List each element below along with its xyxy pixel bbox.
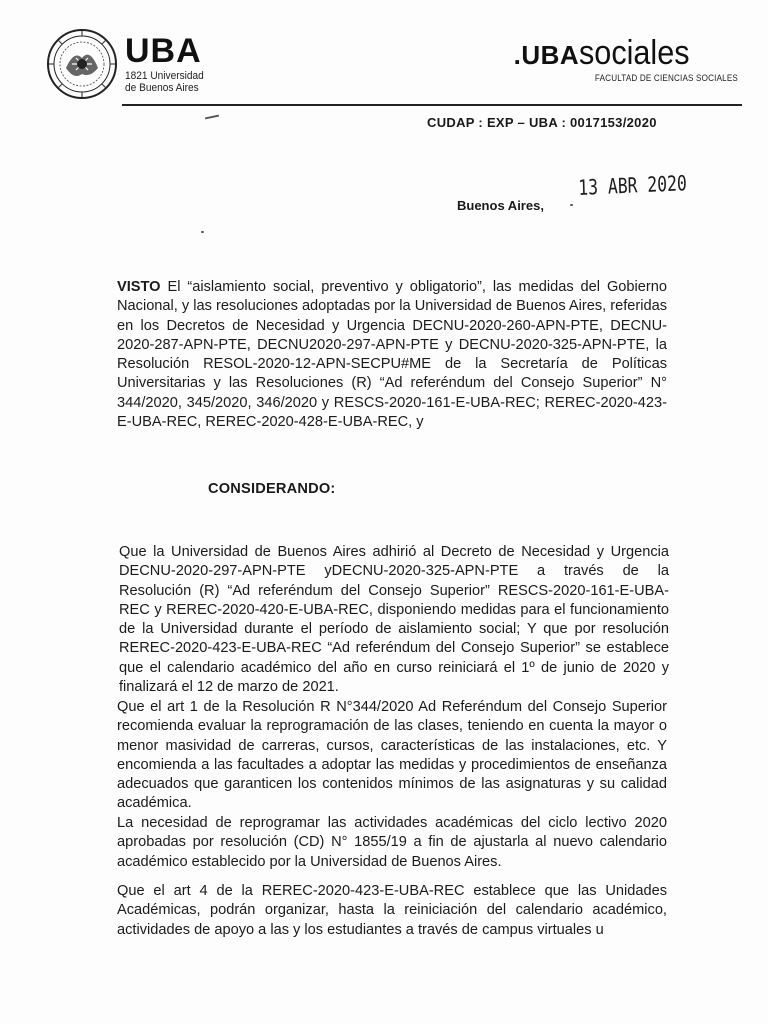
uba-subtitle-line1: 1821 Universidad xyxy=(125,70,204,82)
considerando-paragraph: Que el art 1 de la Resolución R N°344/2020 Ad Referéndum del Consejo Superior recomienda evaluar la reprogramación de las clases, teniendo en cuenta la mayor o menor masividad de carreras, cursos, características de las instalaciones, etc. Y encomienda a las facultades a adoptar las medidas y procedimientos de enseñanza adecuados que garanticen los contenidos mínimos de las asignaturas y su calidad académica. xyxy=(117,699,667,812)
scan-speck xyxy=(570,204,573,206)
visto-paragraph xyxy=(117,278,667,432)
uba-subtitle xyxy=(125,70,204,94)
uba-subtitle-line2: de Buenos Aires xyxy=(125,82,199,94)
place-label: Buenos Aires, xyxy=(457,198,544,213)
scan-speck xyxy=(201,231,204,233)
university-seal-icon xyxy=(46,28,118,100)
header-divider xyxy=(122,104,742,106)
faculty-name: FACULTAD DE CIENCIAS SOCIALES xyxy=(594,73,738,83)
uba-logo-text: UBA xyxy=(125,32,202,70)
ubasociales-prefix: .UBA xyxy=(513,40,580,70)
visto-text: El “aislamiento social, preventivo y obligatorio”, las medidas del Gobierno Nacional, y las resoluciones adoptadas por la Universidad de Buenos Aires, referidas en los Decretos de Necesidad y Urgencia DECNU-2020-260-APN-PTE, DECNU-2020-287-APN-PTE, DECNU2020-297-APN-PTE y DECNU-2020-325-APN-PTE, la Resolución RESOL-2020-12-APN-SECPU#ME de la Secretaría de Políticas Universitarias y las Resoluciones (R) “Ad referéndum del Consejo Superior” N° 344/2020, 345/2020, 346/2020 y RESCS-2020-161-E-UBA-REC; REREC-2020-423-E-UBA-REC, REREC-2020-428-E-UBA-REC, y xyxy=(117,279,668,431)
considerando-paragraph: Que el art 4 de la REREC-2020-423-E-UBA-REC establece que las Unidades Académicas, podrán organizar, hasta la reiniciación del calendario académico, actividades de apoyo a las y los estudiantes a través de campus virtuales u xyxy=(117,883,667,938)
ubasociales-logo xyxy=(514,36,702,72)
considerando-paragraph: La necesidad de reprogramar las actividades académicas del ciclo lectivo 2020 aprobadas por resolución (CD) N° 1855/19 a fin de ajustarla al nuevo calendario académico establecido por la Universidad de Buenos Aires. xyxy=(117,815,667,870)
scan-mark xyxy=(205,115,219,120)
visto-label: VISTO xyxy=(117,279,161,295)
considerando-heading: CONSIDERANDO: xyxy=(208,481,336,497)
considerando-paragraph: Que la Universidad de Buenos Aires adhirió al Decreto de Necesidad y Urgencia DECNU-2020-297-APN-PTE yDECNU-2020-325-APN-PTE a través de la Resolución (R) “Ad referéndum del Consejo Superior” RESCS-2020-161-E-UBA-REC y REREC-2020-420-E-UBA-REC, disponiendo medidas para el funcionamiento de la Universidad durante el período de aislamiento social; Y que por resolución REREC-2020-423-E-UBA-REC “Ad referéndum del Consejo Superior” se establece que el calendario académico del año en curso reiniciará el 1º de junio de 2020 y finalizará el 12 de marzo de 2021. xyxy=(119,544,669,696)
ubasociales-word: sociales xyxy=(579,34,690,72)
date-stamp: 13 ABR 2020 xyxy=(578,171,688,200)
cudap-reference: CUDAP : EXP – UBA : 0017153/2020 xyxy=(427,115,657,130)
